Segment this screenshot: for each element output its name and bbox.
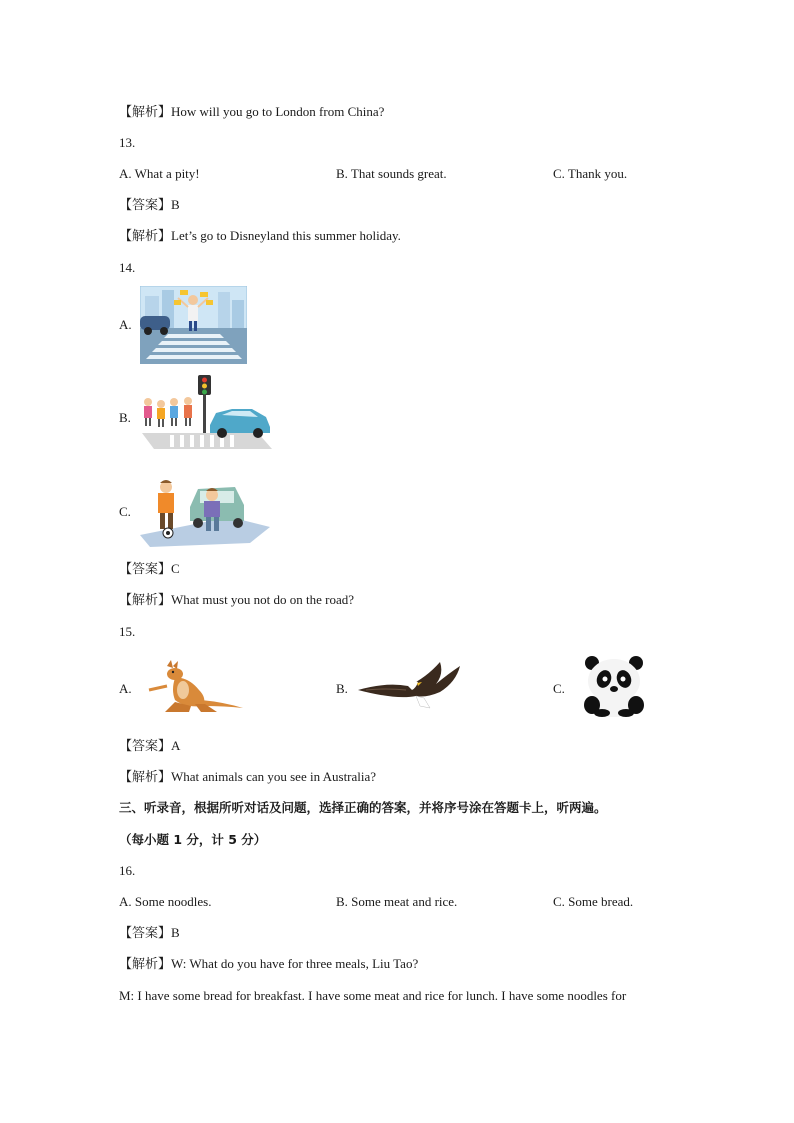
section3-scoring: （每小题 1 分，计 5 分） bbox=[119, 832, 267, 847]
q13-option-a: A. What a pity! bbox=[119, 166, 200, 181]
q16-answer: 【答案】B bbox=[119, 925, 180, 940]
q16-number: 16. bbox=[119, 863, 136, 878]
eagle-image bbox=[356, 660, 464, 714]
traffic-police-crosswalk-image bbox=[140, 286, 247, 368]
q16-dialogue: M: I have some bread for breakfast. I have some meat and rice for lunch. I have some noodles for bbox=[119, 988, 627, 1003]
q14-answer: 【答案】C bbox=[119, 561, 180, 576]
q13-analysis: 【解析】Let’s go to Disneyland this summer holiday. bbox=[119, 228, 401, 243]
q14-option-c-label: C. bbox=[119, 504, 131, 519]
boys-playing-football-on-road-image bbox=[140, 477, 270, 551]
q16-option-a: A. Some noodles. bbox=[119, 894, 212, 909]
q16-option-b: B. Some meat and rice. bbox=[336, 894, 458, 909]
q13-option-c: C. Thank you. bbox=[553, 166, 628, 181]
q15-option-c-label: C. bbox=[553, 681, 565, 696]
q14-option-b-label: B. bbox=[119, 410, 131, 425]
q13-option-b: B. That sounds great. bbox=[336, 166, 447, 181]
q14-number: 14. bbox=[119, 260, 136, 275]
kangaroo-image bbox=[145, 660, 245, 718]
q15-number: 15. bbox=[119, 624, 136, 639]
q16-analysis: 【解析】W: What do you have for three meals, Liu Tao? bbox=[119, 956, 419, 971]
q16-option-c: C. Some bread. bbox=[553, 894, 634, 909]
q14-option-a-label: A. bbox=[119, 317, 132, 332]
children-waiting-at-traffic-light-image bbox=[140, 375, 272, 457]
q15-analysis: 【解析】What animals can you see in Australia? bbox=[119, 769, 377, 784]
q14-analysis: 【解析】What must you not do on the road? bbox=[119, 592, 355, 607]
q13-answer: 【答案】B bbox=[119, 197, 180, 212]
q15-option-a-label: A. bbox=[119, 681, 132, 696]
q15-option-b-label: B. bbox=[336, 681, 348, 696]
panda-image bbox=[580, 655, 648, 721]
q12-analysis: 【解析】How will you go to London from China? bbox=[119, 104, 385, 119]
q15-answer: 【答案】A bbox=[119, 738, 181, 753]
q13-number: 13. bbox=[119, 135, 136, 150]
section3-heading: 三、听录音，根据所听对话及问题，选择正确的答案，并将序号涂在答题卡上，听两遍。 bbox=[119, 800, 607, 815]
